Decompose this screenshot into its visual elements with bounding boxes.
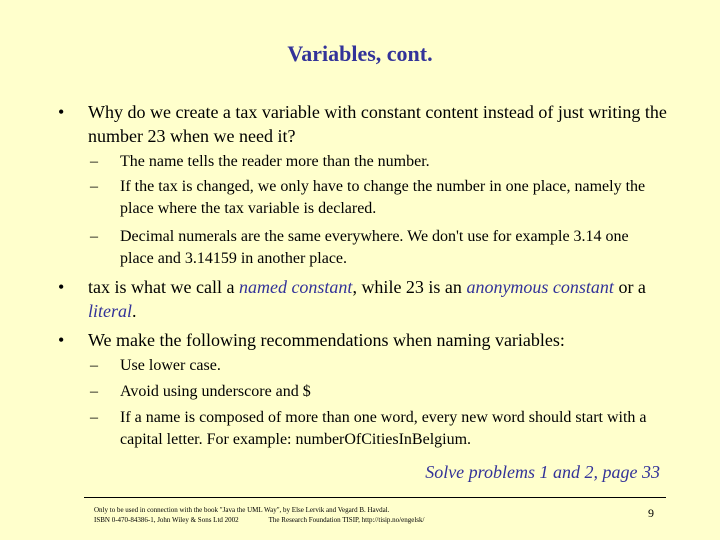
dash-marker: – (90, 357, 98, 374)
dash-marker: – (90, 228, 98, 245)
subitem-text: If the tax is changed, we only have to change the number in one place, namely the place where the tax variable is declared. (120, 178, 646, 217)
bullet-named-constant (58, 275, 678, 323)
subitem-text: Avoid using underscore and $ (120, 383, 311, 400)
bullet-text: Why do we create a tax variable with constant content instead of just writing the number 23 when we need it? (88, 102, 667, 146)
bullet-marker: • (58, 277, 65, 297)
subitem-avoid-underscore (90, 381, 650, 403)
slide-title: Variables, cont. (287, 41, 433, 66)
subitem-name-tells (90, 151, 650, 173)
footer-isbn: ISBN 0-470-84386-1, John Wiley & Sons Ltd 2002 (94, 516, 239, 524)
term-anonymous-constant: anonymous constant (466, 277, 614, 297)
text-part: or a (613, 277, 646, 297)
subitem-decimal-numerals (90, 226, 650, 270)
subitem-tax-changed (90, 176, 650, 220)
text-part: , while 23 is an (352, 277, 467, 297)
subitem-text: The name tells the reader more than the number. (120, 153, 430, 170)
footer-line-book: Only to be used in connection with the book "Java the UML Way", by Else Lervik and Vegard B. Havdal. (94, 506, 390, 514)
text-part: tax is what we call a (88, 277, 239, 297)
footer-tisip: The Research Foundation TISIP, http://tisip.no/engelsk/ (268, 516, 425, 524)
subitem-text: Decimal numerals are the same everywhere. We don't use for example 3.14 one place and 3.14159 in another place. (120, 228, 629, 267)
term-named-constant: named constant (238, 277, 353, 297)
dash-marker: – (90, 409, 98, 426)
solve-problems-note: Solve problems 1 and 2, page 33 (425, 462, 660, 482)
dash-marker: – (90, 178, 98, 195)
bullet-marker: • (58, 330, 65, 350)
dash-marker: – (90, 383, 98, 400)
footer-line-isbn (94, 515, 514, 525)
footer-credits (94, 505, 514, 525)
bullet-naming-recommendations (58, 328, 678, 352)
dash-marker: – (90, 153, 98, 170)
subitem-text: Use lower case. (120, 357, 221, 374)
bullet-why-tax-variable (58, 100, 678, 148)
page-number: 9 (648, 506, 654, 520)
bullet-marker: • (58, 102, 65, 122)
bullet-text (88, 275, 678, 323)
subitem-text: If a name is composed of more than one word, every new word should start with a capital letter. For example: numberOfCitiesInBelgium. (120, 409, 647, 448)
subitem-camel-case (90, 407, 650, 451)
footer-divider (84, 497, 666, 498)
bullet-text: We make the following recommendations when naming variables: (88, 330, 565, 350)
term-literal: literal (88, 301, 132, 321)
subitem-lower-case (90, 355, 650, 377)
text-part: . (132, 301, 137, 321)
